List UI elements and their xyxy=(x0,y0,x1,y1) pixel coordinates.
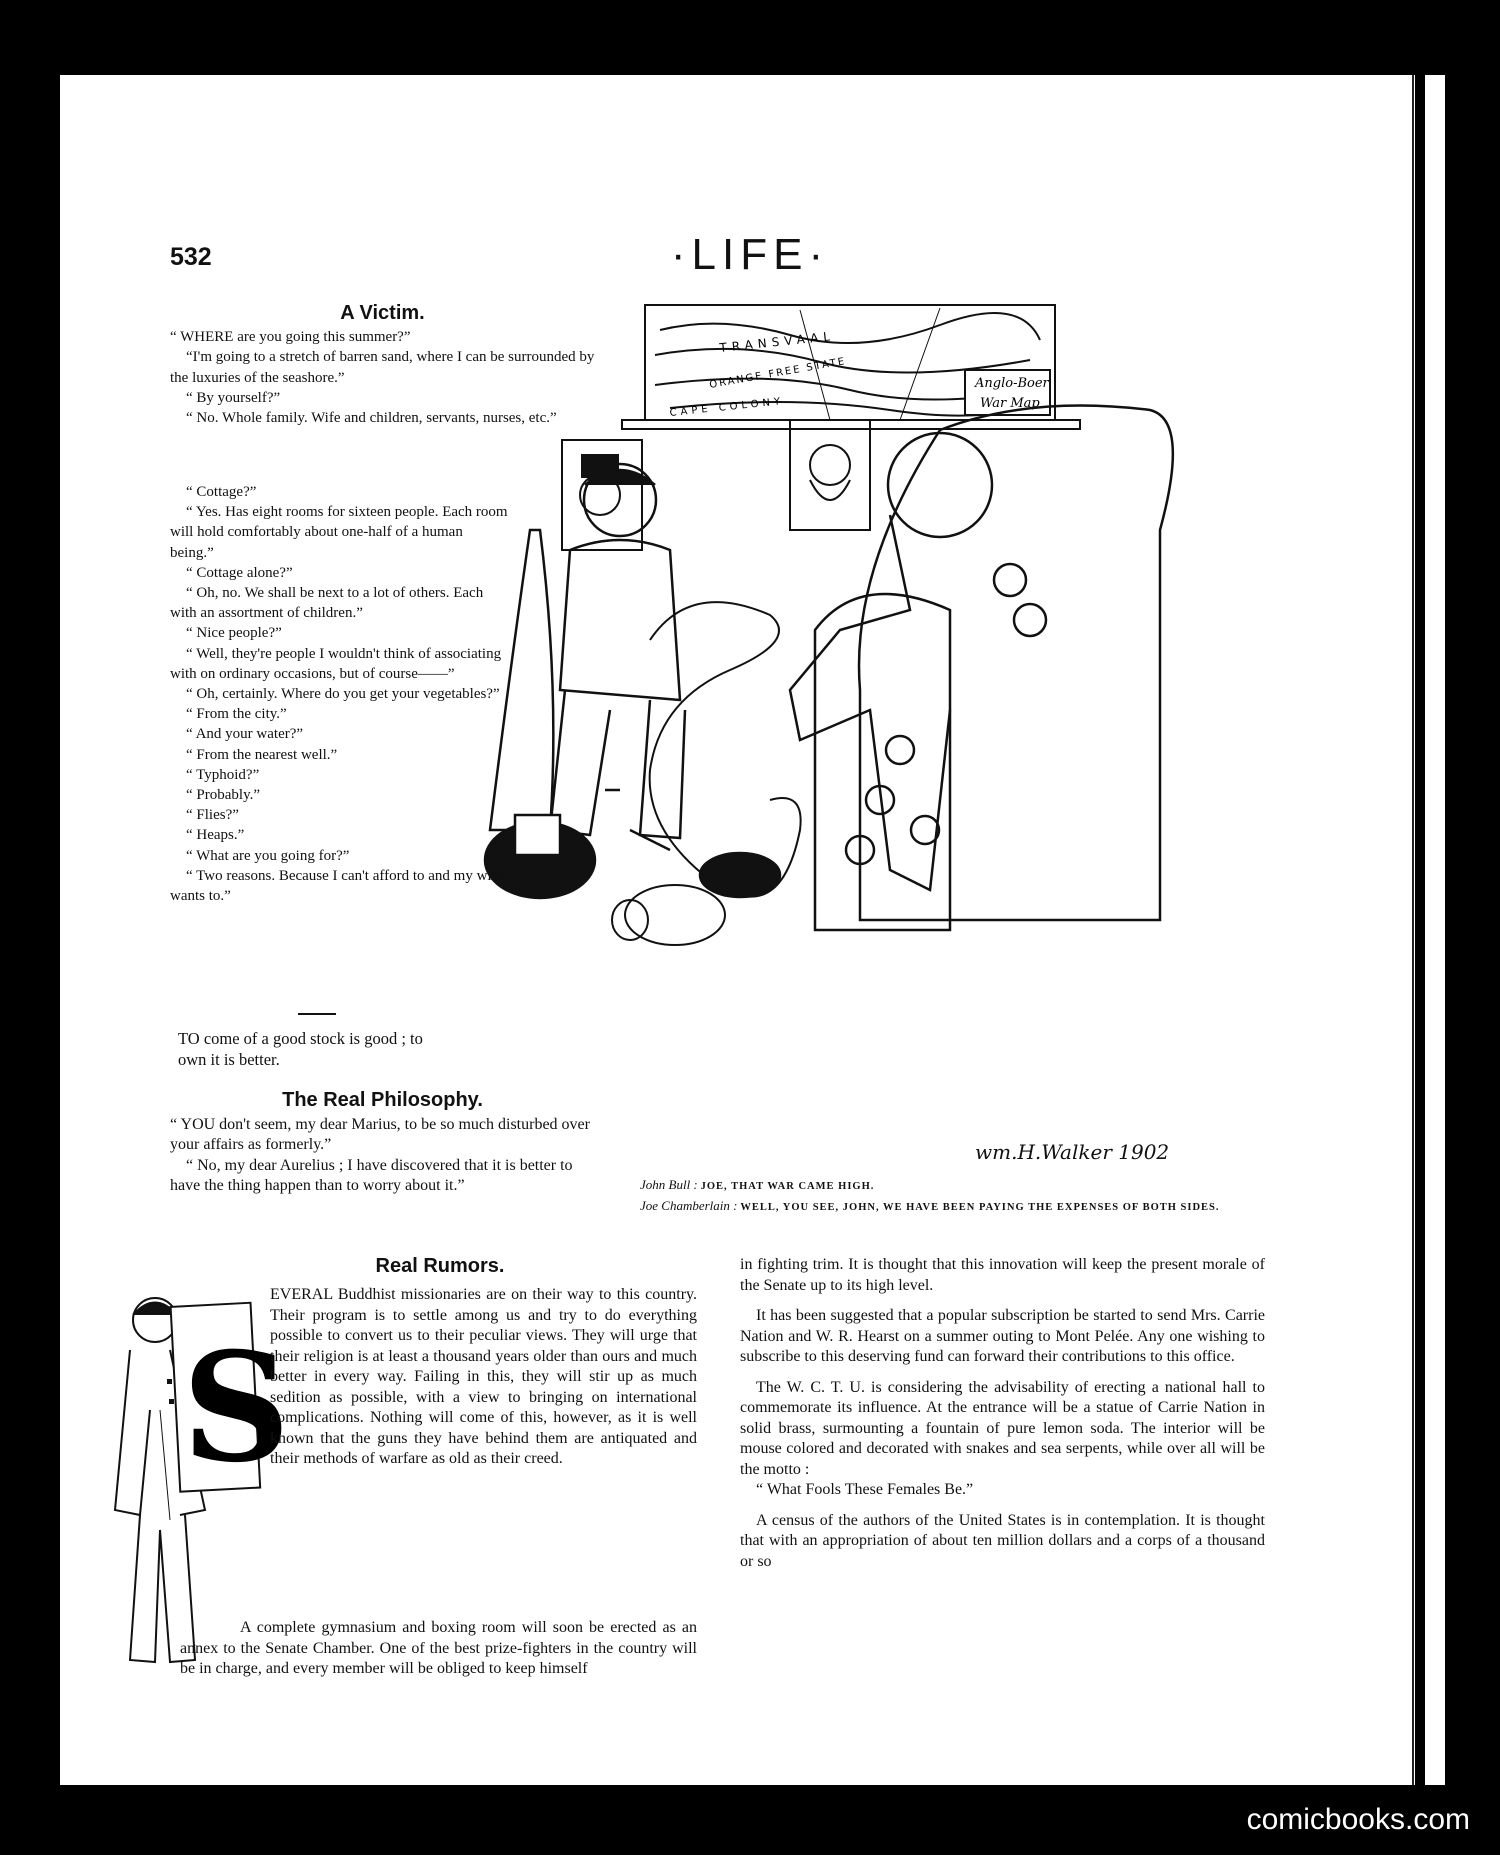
chamberlain-figure xyxy=(485,464,685,898)
map-label-3: TRANSVAAL xyxy=(718,328,836,355)
site-watermark: comicbooks.com xyxy=(1246,1803,1470,1836)
drop-cap: S xyxy=(182,1320,291,1496)
victim-line: “ From the city.” xyxy=(186,706,287,723)
victim-line: “ WHERE are you going this summer?” xyxy=(170,329,411,346)
caption-line: JOE, THAT WAR CAME HIGH. xyxy=(700,1181,875,1192)
philosophy-article xyxy=(170,1090,595,1197)
rumors-paragraph: It has been suggested that a popular subscription be started to send Mrs. Carrie Nation and W. R. Hearst on a summer outing to Mont Pelée. Any one wishing to subscribe to this deserving fund can forward their contributions to this office. xyxy=(740,1307,1265,1365)
victim-line: “ Two reasons. Because I can't afford to and my wife wants to.” xyxy=(170,867,504,905)
victim-line: “ Nice people?” xyxy=(186,625,282,642)
victim-line: “ Probably.” xyxy=(186,787,261,804)
rumors-paragraph: A complete gymnasium and boxing room will soon be erected as an annex to the Senate Chamber. One of the best prize-fighters in the country will be in charge, and every member will be obliged to keep himself xyxy=(180,1619,697,1677)
victim-line: “ No. Whole family. Wife and children, servants, nurses, etc.” xyxy=(186,410,557,427)
victim-line: “ Oh, certainly. Where do you get your vegetables?” xyxy=(186,686,500,703)
victim-line: “ By yourself?” xyxy=(186,389,281,406)
philosophy-paragraph: “ YOU don't seem, my dear Marius, to be so much disturbed over your affairs as formerly.” xyxy=(170,1115,590,1153)
victim-line: “ Flies?” xyxy=(186,807,239,824)
page-number: 532 xyxy=(170,243,212,271)
victim-line: “ From the nearest well.” xyxy=(186,746,338,763)
rumors-column-1 xyxy=(270,1285,697,1470)
victim-article-continued xyxy=(170,482,510,906)
victim-line: “ And your water?” xyxy=(186,726,304,743)
scroll-document xyxy=(612,602,801,945)
victim-line: “ What are you going for?” xyxy=(186,847,350,864)
artist-signature: wm.H.Walker 1902 xyxy=(975,1140,1170,1164)
map-label-5: CAPE COLONY xyxy=(669,396,785,419)
cartoon-illustration xyxy=(470,270,1350,1170)
victim-title: A Victim. xyxy=(340,302,425,324)
philosophy-paragraph: “ No, my dear Aurelius ; I have discovered that it is better to have the thing happen than to worry about it.” xyxy=(170,1156,573,1194)
rumors-column-1-bottom xyxy=(180,1618,697,1680)
victim-line: “ Heaps.” xyxy=(186,827,245,844)
victim-line: “ Typhoid?” xyxy=(186,766,260,783)
philosophy-title: The Real Philosophy. xyxy=(282,1089,483,1111)
caption-speaker: John Bull : xyxy=(640,1177,698,1192)
rumors-paragraph: A census of the authors of the United States is in contemplation. It is thought that with an appropriation of about ten million dollars and a corps of a thousand or so xyxy=(740,1511,1265,1570)
victim-line: “I'm going to a stretch of barren sand, where I can be surrounded by the luxuries of the seashore.” xyxy=(170,349,595,386)
cartoon-caption xyxy=(640,1175,1270,1217)
rumors-title: Real Rumors. xyxy=(375,1255,505,1277)
rumors-paragraph: The W. C. T. U. is considering the advisability of erecting a national hall to commemorate its influence. At the entrance will be a statue of Carrie Nation in solid brass, surmounting a fountain of pure lemon soda. The interior will be mouse colored and decorated with snakes and sea serpents, while over all will be the motto : xyxy=(740,1378,1265,1478)
stock-quip: TO come of a good stock is good ; to own it is better. xyxy=(178,1029,423,1069)
caption-line: WELL, YOU SEE, JOHN, WE HAVE BEEN PAYING THE EXPENSES OF BOTH SIDES. xyxy=(740,1202,1220,1213)
rumors-paragraph: in fighting trim. It is thought that this innovation will keep the present morale of the Senate up to its high level. xyxy=(740,1256,1265,1294)
armchair xyxy=(815,406,1173,931)
rumors-motto: “ What Fools These Females Be.” xyxy=(756,1481,974,1498)
john-bull-figure xyxy=(700,433,1046,897)
masthead: ·LIFE· xyxy=(670,230,830,279)
page-edge-rule xyxy=(1412,75,1414,1785)
map-label-4: ORANGE FREE STATE xyxy=(708,356,848,391)
next-page-edge xyxy=(1425,75,1445,1785)
victim-line: “ Well, they're people I wouldn't think of associating with on ordinary occasions, but of course——” xyxy=(170,645,502,682)
map-label-2: War Map xyxy=(980,396,1040,411)
newsboy-illustration xyxy=(110,1290,291,1670)
portrait-boer xyxy=(790,420,870,530)
rumors-column-2 xyxy=(740,1255,1265,1572)
section-divider xyxy=(298,1013,336,1015)
victim-line: “ Oh, no. We shall be next to a lot of others. Each with an assortment of children.” xyxy=(170,585,484,622)
victim-line: “ Yes. Has eight rooms for sixteen people. Each room will hold comfortably about one-half of a human being.” xyxy=(170,504,508,561)
victim-line: “ Cottage?” xyxy=(186,484,257,500)
victim-line: “ Cottage alone?” xyxy=(186,564,293,581)
victim-article xyxy=(170,303,595,428)
caption-speaker: Joe Chamberlain : xyxy=(640,1198,738,1213)
rumors-paragraph: EVERAL Buddhist missionaries are on their way to this country. Their program is to settle among us and try to do everything possible to convert us to their peculiar views. They will urge that their religion is at least a thousand years older than ours and much better in every way. Failing in this, they will stir up as much sedition as possible, with a view to bringing on international complications. Nothing will come of this, however, as it is well known that the guns they have behind them are antiquated and their methods of warfare as old as their creed. xyxy=(270,1286,697,1467)
map-label-1: Anglo-Boer xyxy=(975,376,1049,391)
